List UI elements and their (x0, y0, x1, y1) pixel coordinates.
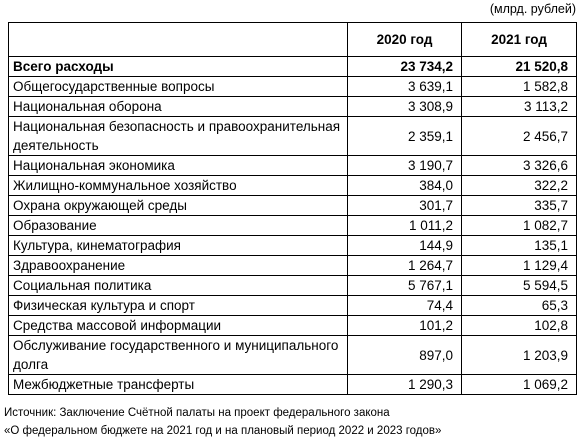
table-row (9, 276, 577, 296)
value-2020-cell: 3 639,1 (348, 77, 462, 97)
table-row (9, 57, 577, 77)
header-2021: 2021 год (462, 23, 577, 57)
category-cell: Жилищно-коммунальное хозяйство (9, 176, 348, 196)
header-2020: 2020 год (348, 23, 462, 57)
table-row (9, 336, 577, 375)
value-2020-cell: 1 264,7 (348, 256, 462, 276)
value-2020-cell: 23 734,2 (348, 57, 462, 77)
category-cell: Национальная экономика (9, 156, 348, 176)
value-2021-cell: 1 129,4 (462, 256, 577, 276)
table-row (9, 196, 577, 216)
table-row (9, 216, 577, 236)
value-2021-cell: 3 113,2 (462, 97, 577, 117)
category-cell: Общегосударственные вопросы (9, 77, 348, 97)
value-2020-cell: 1 011,2 (348, 216, 462, 236)
table-row (9, 77, 577, 97)
value-2020-cell: 101,2 (348, 316, 462, 336)
value-2021-cell: 65,3 (462, 296, 577, 316)
table-row (9, 156, 577, 176)
value-2020-cell: 301,7 (348, 196, 462, 216)
header-category (9, 23, 348, 57)
category-cell: Обслуживание государственного и муниципального долга (9, 336, 348, 375)
table-row (9, 256, 577, 276)
category-cell: Образование (9, 216, 348, 236)
value-2020-cell: 5 767,1 (348, 276, 462, 296)
category-cell: Социальная политика (9, 276, 348, 296)
source-line-1: Источник: Заключение Счётной палаты на проект федерального закона (4, 407, 390, 419)
value-2020-cell: 74,4 (348, 296, 462, 316)
value-2021-cell: 135,1 (462, 236, 577, 256)
value-2021-cell: 322,2 (462, 176, 577, 196)
value-2021-cell: 1 069,2 (462, 375, 577, 395)
category-cell: Национальная оборона (9, 97, 348, 117)
category-cell: Культура, кинематография (9, 236, 348, 256)
table-row (9, 117, 577, 156)
table-row (9, 316, 577, 336)
budget-expenses-table (8, 22, 577, 395)
table-header-row (9, 23, 577, 57)
value-2021-cell: 102,8 (462, 316, 577, 336)
table-row (9, 375, 577, 395)
category-cell: Охрана окружающей среды (9, 196, 348, 216)
value-2020-cell: 384,0 (348, 176, 462, 196)
value-2020-cell: 897,0 (348, 336, 462, 375)
value-2020-cell: 3 190,7 (348, 156, 462, 176)
category-cell: Средства массовой информации (9, 316, 348, 336)
category-cell: Всего расходы (9, 57, 348, 77)
category-cell: Физическая культура и спорт (9, 296, 348, 316)
value-2021-cell: 2 456,7 (462, 117, 577, 156)
value-2021-cell: 5 594,5 (462, 276, 577, 296)
table-row (9, 97, 577, 117)
category-cell: Межбюджетные трансферты (9, 375, 348, 395)
value-2021-cell: 335,7 (462, 196, 577, 216)
source-line-2: «О федеральном бюджете на 2021 год и на плановый период 2022 и 2023 годов» (4, 425, 442, 437)
units-note: (млрд. рублей) (489, 2, 576, 16)
value-2020-cell: 144,9 (348, 236, 462, 256)
table-row (9, 176, 577, 196)
table-row (9, 236, 577, 256)
category-cell: Здравоохранение (9, 256, 348, 276)
value-2020-cell: 2 359,1 (348, 117, 462, 156)
table-row (9, 296, 577, 316)
value-2021-cell: 1 203,9 (462, 336, 577, 375)
category-cell: Национальная безопасность и правоохранительная деятельность (9, 117, 348, 156)
value-2020-cell: 1 290,3 (348, 375, 462, 395)
value-2021-cell: 21 520,8 (462, 57, 577, 77)
value-2020-cell: 3 308,9 (348, 97, 462, 117)
value-2021-cell: 1 582,8 (462, 77, 577, 97)
source-note (4, 404, 441, 440)
value-2021-cell: 1 082,7 (462, 216, 577, 236)
value-2021-cell: 3 326,6 (462, 156, 577, 176)
